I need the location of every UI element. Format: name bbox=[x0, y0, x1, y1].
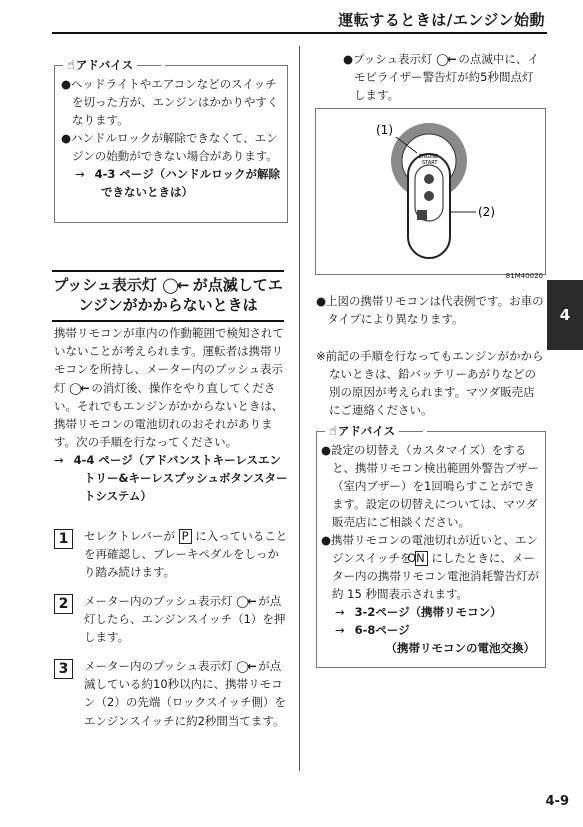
advice-box-right bbox=[316, 424, 546, 668]
advice-label bbox=[325, 423, 427, 440]
advice-bullet-text-a: 携帯リモコンの電池切れが近いと、エンジンスイッチを bbox=[331, 533, 539, 565]
advice-bullet: ●ヘッドライトやエアコンなどのスイッチを切った方が、エンジンはかかりやすくなります。 bbox=[61, 77, 279, 127]
step-text-b: が点滅している約10秒以内に、携帯リモコン（2）の先端（ロックスイッチ側）をエンジンスイッチに約2秒間当てます。 bbox=[84, 659, 287, 728]
step-text-a: メーター内のプッシュ表示灯 bbox=[84, 594, 233, 608]
page-reference[interactable] bbox=[54, 451, 288, 505]
step-text-b: が点灯したら、エンジンスイッチ（1）を押します。 bbox=[84, 594, 286, 645]
hand-icon: ☝ bbox=[67, 58, 75, 73]
arrow-icon: → bbox=[54, 453, 64, 468]
header-title: 運転するときは/エンジン始動 bbox=[338, 11, 545, 29]
push-indicator-icon: ◯← bbox=[69, 380, 88, 395]
reference-text: 6-8ページ bbox=[354, 623, 410, 637]
trunk-button-icon bbox=[417, 210, 427, 220]
step-2 bbox=[54, 592, 288, 647]
advice-bullet-text: 設定の切替え（カスタマイズ）をすると、携帯リモコン検出範囲外警告ブザー（室内ブザー）を1回鳴らすことができます。設定の切替えについては、マツダ販売店にご相談ください。 bbox=[331, 443, 539, 529]
remote-key-illustration bbox=[316, 109, 545, 274]
section-title-part2: が点滅してエンジンがかからないときは bbox=[78, 276, 283, 314]
note-text-b: の点滅中に、イモビライザー警告灯が約5秒間点灯します。 bbox=[354, 52, 539, 102]
step-text bbox=[84, 592, 288, 647]
step-3 bbox=[54, 657, 288, 730]
callout-2: (2) bbox=[478, 205, 495, 219]
label-line bbox=[399, 431, 423, 432]
unlock-button-icon bbox=[424, 174, 434, 184]
intro-text-a: 携帯リモコンが車内の作動範囲で検知されていないことが考えられます。運転者は携帯リモコンを所持し、メーター内のプッシュ表示灯 bbox=[54, 326, 284, 395]
section-title-part1: プッシュ表示灯 bbox=[53, 276, 157, 294]
chapter-tab[interactable]: 4 bbox=[547, 280, 583, 350]
advice-label-text: アドバイス bbox=[75, 58, 134, 72]
advice-bullet-text: ヘッドライトやエアコンなどのスイッチを切った方が、エンジンはかかりやすくなります。 bbox=[71, 77, 279, 127]
step-number: 3 bbox=[54, 659, 73, 679]
page-reference[interactable] bbox=[321, 603, 541, 621]
page-reference[interactable] bbox=[321, 621, 541, 639]
note-bullet: ●上図の携帯リモコンは代表例です。お車のタイプにより異なります。 bbox=[316, 294, 544, 326]
hand-icon: ☝ bbox=[329, 424, 337, 439]
intro-paragraph bbox=[54, 324, 288, 451]
switch-on-box: ON bbox=[415, 551, 428, 566]
right-top-note bbox=[343, 50, 543, 104]
reference-text: 3-2ページ（携帯リモコン） bbox=[354, 605, 502, 619]
figure-code: 81M40020 bbox=[505, 272, 543, 280]
callout-1: (1) bbox=[376, 123, 393, 137]
column-divider bbox=[299, 46, 300, 771]
switch-text-2: START bbox=[422, 160, 438, 166]
advice-bullet-text-b: にしたときに、メーター内の携帯リモコン電池消耗警告灯が約 15 秒間表示されます。 bbox=[332, 551, 539, 601]
section-title bbox=[52, 270, 284, 322]
push-indicator-icon: ◯← bbox=[436, 52, 455, 66]
arrow-icon: → bbox=[75, 167, 85, 181]
figure-note bbox=[316, 292, 544, 328]
push-indicator-icon: ◯← bbox=[236, 659, 255, 673]
page-header bbox=[0, 0, 583, 40]
step-text-a: メーター内のプッシュ表示灯 bbox=[84, 659, 233, 673]
step-text bbox=[84, 527, 288, 582]
arrow-icon: → bbox=[335, 605, 345, 619]
warning-text: ※前記の手順を行なってもエンジンがかからないときは、鉛バッテリーあがりなどの別の原因が考えられます。マツダ販売店にご連絡ください。 bbox=[316, 349, 544, 417]
step-1 bbox=[54, 527, 288, 582]
lock-button-icon bbox=[424, 191, 434, 201]
push-indicator-icon: ◯← bbox=[162, 276, 188, 294]
step-number: 2 bbox=[54, 594, 73, 614]
switch-text-1: ENGINE bbox=[419, 154, 439, 160]
label-line bbox=[137, 65, 161, 66]
header-rule bbox=[52, 32, 547, 34]
reference-text-continued: （携帯リモコンの電池交換） bbox=[385, 641, 535, 655]
advice-bullet-text: ハンドルロックが解除できなくて、エンジンの始動ができない場合があります。 bbox=[71, 131, 278, 163]
advice-bullet: ●携帯リモコンの電池切れが近いと、エンジンスイッチを ON にしたときに、メーター内の携帯リモコン電池消耗警告灯が約 15 秒間表示されます。 bbox=[321, 533, 539, 601]
reference-text: 4-4 ページ（アドバンストキーレスエントリー&キーレスプッシュボタンスタートシステム） bbox=[73, 453, 288, 504]
note-text-a: プッシュ表示灯 bbox=[353, 52, 433, 66]
step-text-b: に入っていることを再確認し、ブレーキペダルをしっかり踏み続けます。 bbox=[84, 529, 288, 580]
reference-text: 4-3 ページ（ハンドルロックが解除できないときは） bbox=[94, 167, 280, 199]
note-text: 上図の携帯リモコンは代表例です。お車のタイプにより異なります。 bbox=[326, 294, 544, 326]
step-text-a: セレクトレバーが bbox=[84, 529, 175, 543]
advice-box-left bbox=[54, 58, 288, 223]
gear-p-box: P bbox=[179, 529, 192, 544]
step-text bbox=[84, 657, 288, 730]
advice-label bbox=[63, 57, 165, 74]
advice-label-text: アドバイス bbox=[337, 424, 396, 438]
page-reference[interactable] bbox=[61, 165, 281, 201]
remote-figure bbox=[315, 108, 546, 275]
note-bullet: ●プッシュ表示灯 ◯← の点滅中に、イモビライザー警告灯が約5秒間点灯します。 bbox=[343, 52, 539, 102]
page-number: 4-9 bbox=[545, 794, 569, 809]
push-indicator-icon: ◯← bbox=[236, 594, 255, 608]
step-number: 1 bbox=[54, 529, 73, 549]
arrow-icon: → bbox=[335, 623, 345, 637]
intro-text-b: の消灯後、操作をやり直してください。それでもエンジンがかからないときは、携帯リモコンの電池切れのおそれがあります。次の手順を行なってください。 bbox=[54, 380, 284, 450]
advice-bullet: ●設定の切替え（カスタマイズ）をすると、携帯リモコン検出範囲外警告ブザー（室内ブザー）を1回鳴らすことができます。設定の切替えについては、マツダ販売店にご相談ください。 bbox=[321, 443, 539, 529]
intro-block bbox=[54, 324, 288, 505]
advice-bullet: ●ハンドルロックが解除できなくて、エンジンの始動ができない場合があります。 bbox=[61, 131, 278, 163]
warning-note bbox=[316, 347, 544, 419]
